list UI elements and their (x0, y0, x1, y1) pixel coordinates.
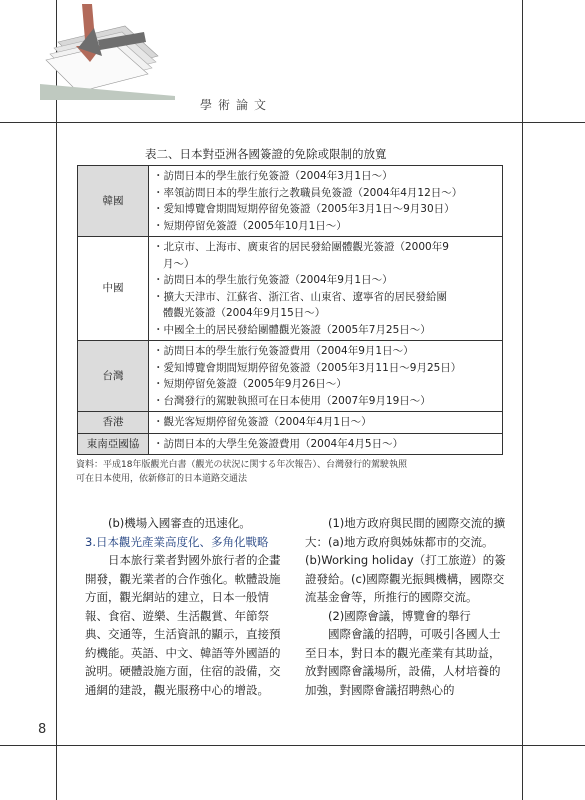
left-text-column (85, 514, 290, 699)
table-caption: 表二、日本對亞洲各國簽證的免除或限制的放寬 (145, 147, 387, 161)
list-item: ・觀光客短期停留免簽證（2004年4月1日～） (153, 416, 372, 428)
list-item: ・愛知博覽會期間短期停留免簽證（2005年3月1日～9月30日） (153, 203, 455, 215)
visa-policy-table (77, 165, 503, 455)
subheading: (2)國際會議，博覽會的舉行 (328, 608, 471, 623)
list-item: ・擴大天津市、江蘇省、浙江省、山東省、遼寧省的居民發給團 (153, 290, 447, 303)
table-source-note (76, 459, 516, 486)
country-cell: 韓國 (78, 166, 149, 237)
list-item: ・愛知博覽會期間短期停留免簽證（2005年3月11日～9月25日） (153, 361, 462, 374)
country-cell: 香港 (78, 412, 149, 434)
table-row (78, 412, 503, 434)
frame-top-line (0, 122, 585, 123)
items-cell (149, 166, 503, 237)
items-cell (149, 412, 503, 434)
table-row (78, 341, 503, 412)
paragraph: (b)機場入國審查的迅速化。 (108, 516, 251, 530)
list-item: ・訪問日本的學生旅行免簽證（2004年9月1日～） (153, 274, 393, 286)
section-heading: 3.日本觀光產業高度化、多角化戰略 (85, 534, 269, 549)
list-item: ・台灣發行的駕駛執照可在日本使用（2007年9月19日～） (153, 394, 431, 407)
frame-left-line (56, 0, 57, 800)
country-cell: 台灣 (78, 341, 149, 412)
table-row (78, 237, 503, 341)
items-cell (149, 237, 503, 341)
paragraph: 日本旅行業者對國外旅行者的企畫開發，觀光業者的合作強化。軟體設施方面，觀光網站的建立，日本一般情報、食宿、遊樂、生活觀賞、年節祭典、交通等，生活資訊的顯示，直接預約機能。英語、中文、韓語等外國語的說明。硬體設施方面，住宿的設備，交通網的建設，觀光服務中心的增設。 (85, 553, 281, 697)
paragraph: (1)地方政府與民間的國際交流的擴大：(a)地方政府與姊妹都市的交流。(b)Working holiday（打工旅遊）的簽證發給。(c)國際觀光振興機構，國際交流基金會等，所推行的國際交流。 (305, 516, 506, 604)
list-item: ・北京市、上海市、廣東省的居民發給團體觀光簽證（2000年9 (153, 241, 449, 253)
frame-bottom-line (0, 745, 585, 746)
items-cell (149, 341, 503, 412)
source-line: 資料：平成18年版觀光白書（觀光の状況に関する年次報告）、台灣發行的駕駛執照 (76, 460, 407, 470)
list-item: 體觀光簽證（2004年9月15日～） (163, 307, 326, 319)
right-text-column (305, 514, 510, 699)
list-item: 月～） (163, 257, 195, 270)
table-row (78, 166, 503, 237)
section-header-title: 學術論文 (200, 98, 273, 112)
frame-right-line (522, 0, 523, 800)
list-item: ・短期停留免簽證（2005年10月1日～） (153, 219, 347, 232)
list-item: ・訪問日本的學生旅行免簽證費用（2004年9月1日～） (153, 345, 414, 357)
list-item: ・短期停留免簽證（2005年9月26日～） (153, 378, 347, 390)
items-cell (149, 433, 503, 455)
list-item: ・訪問日本的大學生免簽證費用（2004年4月5日～） (153, 437, 404, 450)
list-item: ・率領訪問日本的學生旅行之教職員免簽證（2004年4月12日～） (153, 186, 463, 199)
paper-stack-illustration (40, 0, 175, 100)
country-cell: 中國 (78, 237, 149, 341)
list-item: ・訪問日本的學生旅行免簽證（2004年3月1日～） (153, 170, 393, 182)
country-cell: 東南亞國協 (78, 433, 149, 455)
paragraph: 國際會議的招聘，可吸引各國人士至日本，對日本的觀光產業有其助益，放對國際會議場所，設備，人材培養的加強，對國際會議招聘熱心的 (305, 627, 501, 697)
source-line: 可在日本使用，依新修訂的日本道路交通法 (76, 473, 248, 484)
list-item: ・中國全土的居民發給團體觀光簽證（2005年7月25日～） (153, 323, 431, 336)
table-row (78, 433, 503, 455)
page-number: 8 (38, 722, 47, 737)
